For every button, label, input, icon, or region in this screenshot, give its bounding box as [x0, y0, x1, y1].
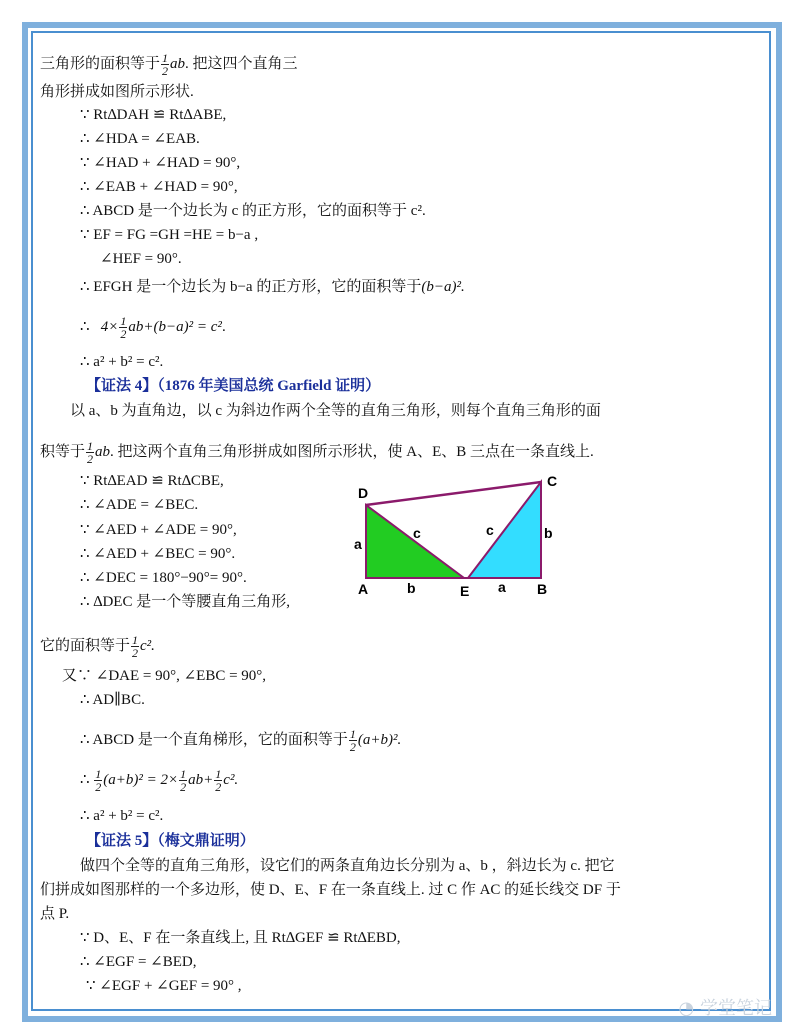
- proof-step: ∴ AD∥BC.: [80, 692, 145, 708]
- math: c².: [140, 637, 155, 654]
- denominator: 2: [87, 452, 94, 466]
- proof-step: ∴ a² + b² = c².: [80, 808, 164, 824]
- proof-step: ∴ ∠EGF = ∠BED,: [80, 954, 197, 970]
- denominator: 2: [215, 780, 222, 794]
- proof-step: ∵ D、E、F 在一条直线上, 且 Rt∆GEF ≌ Rt∆EBD,: [80, 930, 401, 946]
- label-side-a: a: [354, 536, 362, 552]
- proof-step: ∴ ∆DEC 是一个等腰直角三角形,: [80, 594, 290, 610]
- text: ∴ EFGH 是一个边长为 b−a 的正方形，它的面积等于: [80, 279, 422, 295]
- section-heading-proof-5: 【证法 5】（梅文鼎证明）: [86, 833, 255, 849]
- text: ∴: [80, 771, 90, 788]
- proof-step: ∵ ∠AED + ∠ADE = 90°,: [80, 522, 237, 538]
- math: (a+b)² = 2×: [103, 771, 179, 788]
- numerator: 1: [120, 314, 127, 328]
- label-b-point: B: [537, 581, 548, 597]
- proof-step: ∵ ∠EGF + ∠GEF = 90° ,: [86, 978, 242, 994]
- proof-step: ∴ ∠HDA = ∠EAB.: [80, 131, 200, 147]
- wechat-icon: ◔: [678, 998, 695, 1019]
- fraction: [214, 768, 222, 793]
- proof-step: ∴ ∠ADE = ∠BEC.: [80, 497, 199, 513]
- fraction: [179, 768, 187, 793]
- proof-step: ∴ ∠EAB + ∠HAD = 90°,: [80, 179, 238, 195]
- numerator: 1: [95, 767, 102, 781]
- label-c-point: C: [547, 473, 558, 489]
- denominator: 2: [180, 780, 187, 794]
- proof-step: 又∵ ∠DAE = 90°, ∠EBC = 90°,: [62, 668, 267, 684]
- math: (a+b)².: [357, 731, 402, 748]
- watermark-text: 学堂笔记: [700, 998, 772, 1019]
- text: 三角形的面积等于: [40, 55, 161, 72]
- denominator: 2: [349, 740, 356, 754]
- text: ∴: [80, 318, 90, 335]
- text: . 把这四个直角三: [185, 55, 298, 72]
- numerator: 1: [132, 633, 139, 647]
- fraction: [86, 440, 94, 465]
- paragraph-line: 点 P.: [40, 906, 70, 922]
- label-side-b: b: [544, 525, 553, 541]
- math: ab: [170, 55, 186, 72]
- proof-step: ∴ ∠AED + ∠BEC = 90°.: [80, 546, 236, 562]
- denominator: 2: [162, 64, 169, 78]
- proof-step: [80, 728, 401, 753]
- text-line: 角形拼成如图所示形状.: [40, 84, 194, 100]
- math: c².: [223, 771, 239, 788]
- denominator: 2: [120, 327, 127, 341]
- proof-step: [80, 277, 465, 297]
- numerator: 1: [87, 439, 94, 453]
- label-side-b: b: [407, 580, 416, 596]
- proof-step: [80, 768, 238, 793]
- numerator: 1: [349, 727, 356, 741]
- proof-step: ∵ Rt∆EAD ≌ Rt∆CBE,: [80, 473, 224, 489]
- text-line: [40, 52, 298, 77]
- proof-step: ∴ ∠DEC = 180°−90°= 90°.: [80, 570, 247, 586]
- label-side-a: a: [498, 579, 506, 595]
- watermark: [679, 994, 772, 1020]
- fraction: [131, 634, 139, 659]
- math: ab+: [188, 771, 214, 788]
- paragraph-line: 们拼成如图那样的一个多边形，使 D、E、F 在一条直线上. 过 C 作 AC 的延长线交 DF 于: [40, 882, 621, 898]
- math: ab: [95, 443, 111, 460]
- text-line: [40, 634, 155, 659]
- proof-step: ∴ 4× $\frac{1}{2}$ ab+(b−a)² = c².: [80, 314, 226, 341]
- text: 积等于: [40, 443, 86, 460]
- text: 它的面积等于: [40, 637, 131, 654]
- section-heading-proof-4: 【证法 4】（1876 年美国总统 Garfield 证明）: [86, 378, 381, 394]
- cyan-triangle: [468, 482, 541, 578]
- proof-step: ∵ Rt∆DAH ≌ Rt∆ABE,: [80, 107, 227, 123]
- green-triangle: [366, 505, 464, 578]
- numerator: 1: [180, 767, 187, 781]
- label-side-c: c: [413, 525, 421, 541]
- garfield-trapezoid-figure: [340, 462, 580, 612]
- numerator: 1: [215, 767, 222, 781]
- fraction: [119, 315, 127, 340]
- text: . 把这两个直角三角形拼成如图所示形状，使 A、E、B 三点在一条直线上.: [110, 443, 594, 460]
- math: (b−a)².: [421, 279, 465, 295]
- fraction: [94, 768, 102, 793]
- label-a-point: A: [358, 581, 369, 597]
- denominator: 2: [95, 780, 102, 794]
- paragraph-line: 做四个全等的直角三角形，设它们的两条直角边长分别为 a、b ，斜边长为 c. 把它: [80, 858, 615, 874]
- proof-step: ∵ EF = FG =GH =HE = b−a ,: [80, 227, 259, 243]
- label-d: D: [358, 485, 369, 501]
- denominator: 2: [132, 646, 139, 660]
- segment-dc: [366, 482, 541, 505]
- paragraph-line: 以 a、b 为直角边，以 c 为斜边作两个全等的直角三角形，则每个直角三角形的面: [70, 403, 601, 419]
- numerator: 1: [162, 51, 169, 65]
- text: ∴ ABCD 是一个直角梯形，它的面积等于: [80, 731, 348, 748]
- label-e: E: [460, 583, 470, 599]
- proof-step: ∴ ABCD 是一个边长为 c 的正方形，它的面积等于 c².: [80, 203, 426, 219]
- label-side-c: c: [486, 522, 494, 538]
- fraction: [349, 728, 357, 753]
- proof-step: ∵ ∠HAD + ∠HAD = 90°,: [80, 155, 241, 171]
- proof-step: ∴ a² + b² = c².: [80, 354, 164, 370]
- fraction: [161, 52, 169, 77]
- math: ab+(b−a)² = c²: [128, 318, 222, 335]
- proof-step: ∠HEF = 90°.: [100, 251, 182, 267]
- math: 4×: [100, 318, 119, 335]
